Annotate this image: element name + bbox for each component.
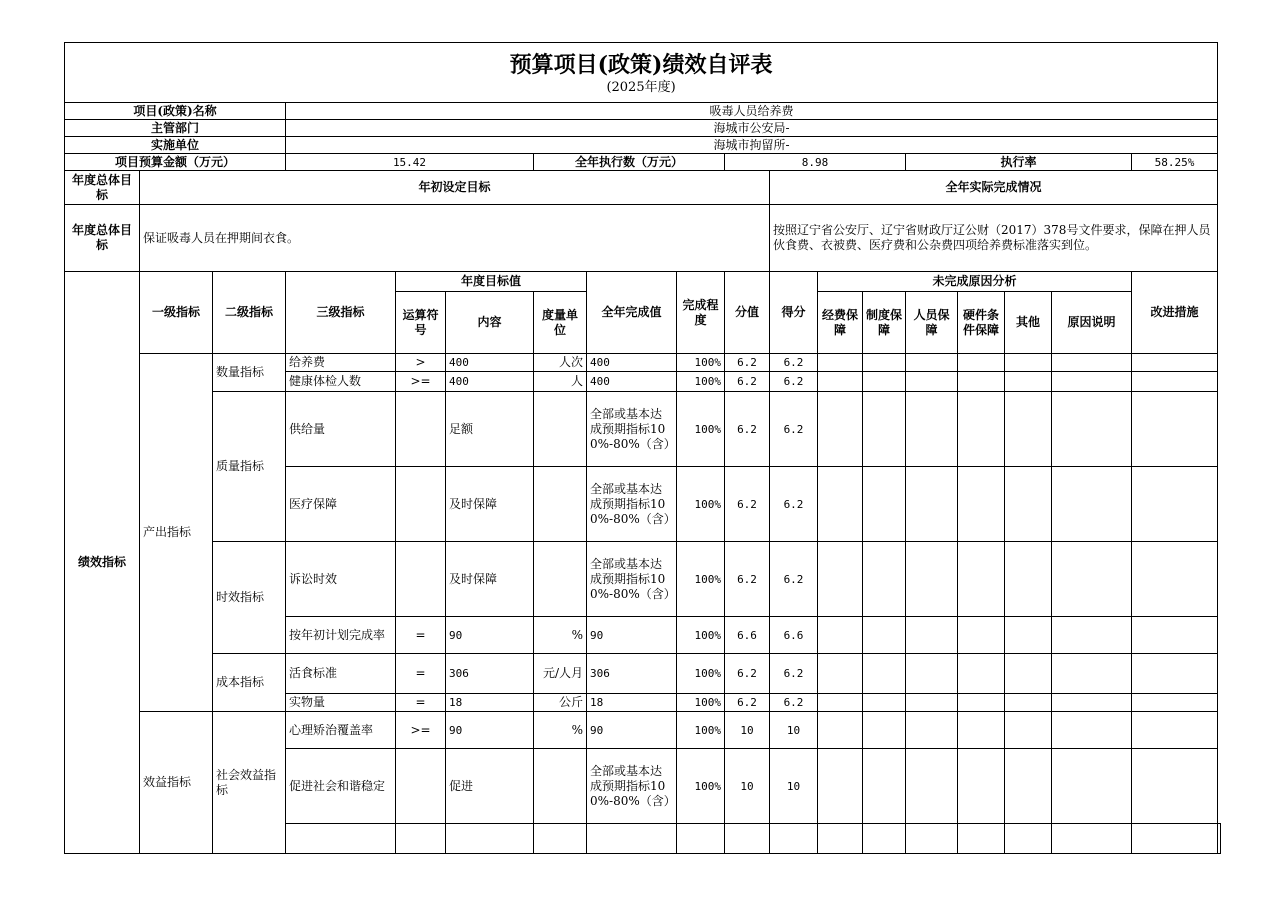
reason-funds-header: 经费保障 <box>818 292 863 354</box>
indicator-name: 心理矫治覆盖率 <box>286 712 396 749</box>
group-timeliness: 时效指标 <box>213 542 286 654</box>
indicator-content: 足额 <box>446 392 534 467</box>
indicator-op: > <box>396 354 446 372</box>
indicator-unit: 人 <box>534 372 587 392</box>
page-title: 预算项目(政策)绩效自评表 <box>509 51 773 78</box>
indicator-actual: 306 <box>587 654 677 694</box>
indicator-name: 医疗保障 <box>286 467 396 542</box>
indicator-op <box>396 392 446 467</box>
indicator-row <box>65 392 1221 467</box>
indicator-name: 供给量 <box>286 392 396 467</box>
indicator-unit <box>534 392 587 467</box>
level3-header: 三级指标 <box>286 272 396 354</box>
indicator-score: 6.2 <box>770 372 818 392</box>
indicator-op: = <box>396 617 446 654</box>
indicator-content: 及时保障 <box>446 542 534 617</box>
indicator-degree: 100% <box>677 712 725 749</box>
reason-other-header: 其他 <box>1005 292 1052 354</box>
rate-value: 58.25% <box>1132 154 1218 171</box>
indicator-score: 6.2 <box>770 654 818 694</box>
indicator-name: 实物量 <box>286 694 396 712</box>
indicator-value: 6.2 <box>725 542 770 617</box>
content-header: 内容 <box>446 292 534 354</box>
indicator-op: >= <box>396 712 446 749</box>
indicator-actual: 全部或基本达成预期指标100%-80%（含） <box>587 392 677 467</box>
indicator-row <box>65 542 1221 617</box>
score-header: 得分 <box>770 272 818 354</box>
rate-label: 执行率 <box>906 154 1132 171</box>
indicator-unit <box>534 749 587 824</box>
indicator-actual: 90 <box>587 617 677 654</box>
exec-label: 全年执行数（万元） <box>534 154 725 171</box>
actual-goal-label: 全年实际完成情况 <box>770 171 1218 205</box>
unit-label: 实施单位 <box>65 137 286 154</box>
indicator-score: 6.2 <box>770 694 818 712</box>
indicator-content: 及时保障 <box>446 467 534 542</box>
indicator-degree: 100% <box>677 354 725 372</box>
indicator-value: 6.2 <box>725 392 770 467</box>
budget-label: 项目预算金额（万元） <box>65 154 286 171</box>
indicator-degree: 100% <box>677 392 725 467</box>
indicator-degree: 100% <box>677 372 725 392</box>
indicator-op: = <box>396 694 446 712</box>
indicator-content: 90 <box>446 617 534 654</box>
indicator-score: 6.2 <box>770 392 818 467</box>
indicator-actual: 18 <box>587 694 677 712</box>
reason-staff-header: 人员保障 <box>906 292 958 354</box>
reason-desc-header: 原因说明 <box>1052 292 1132 354</box>
level2-header: 二级指标 <box>213 272 286 354</box>
indicator-op: = <box>396 654 446 694</box>
indicator-value: 10 <box>725 712 770 749</box>
indicator-content: 400 <box>446 354 534 372</box>
reason-system-header: 制度保障 <box>863 292 906 354</box>
reason-hardware-header: 硬件条件保障 <box>958 292 1005 354</box>
actual-header: 全年完成值 <box>587 272 677 354</box>
indicator-score: 6.2 <box>770 542 818 617</box>
group-benefit: 效益指标 <box>140 712 213 854</box>
indicator-name: 给养费 <box>286 354 396 372</box>
indicator-degree: 100% <box>677 694 725 712</box>
page-year: (2025年度) <box>606 79 676 95</box>
group-cost: 成本指标 <box>213 654 286 712</box>
indicator-row <box>65 654 1221 694</box>
performance-evaluation-sheet <box>64 42 1221 872</box>
indicator-value: 6.2 <box>725 694 770 712</box>
op-header: 运算符号 <box>396 292 446 354</box>
indicator-op <box>396 749 446 824</box>
degree-header: 完成程度 <box>677 272 725 354</box>
indicator-actual: 全部或基本达成预期指标100%-80%（含） <box>587 542 677 617</box>
indicator-name: 活食标准 <box>286 654 396 694</box>
indicator-value: 6.6 <box>725 617 770 654</box>
unit-header: 度量单位 <box>534 292 587 354</box>
indicator-value: 6.2 <box>725 467 770 542</box>
indicator-value: 6.2 <box>725 372 770 392</box>
dept-label: 主管部门 <box>65 120 286 137</box>
indicator-value: 6.2 <box>725 354 770 372</box>
indicator-score: 6.6 <box>770 617 818 654</box>
indicator-content: 400 <box>446 372 534 392</box>
indicator-op: >= <box>396 372 446 392</box>
indicator-actual: 全部或基本达成预期指标100%-80%（含） <box>587 467 677 542</box>
budget-value: 15.42 <box>286 154 534 171</box>
indicator-unit: 公斤 <box>534 694 587 712</box>
reason-group-header: 未完成原因分析 <box>818 272 1132 292</box>
target-group-header: 年度目标值 <box>396 272 587 292</box>
indicator-row <box>65 354 1221 372</box>
indicator-unit: % <box>534 712 587 749</box>
goals-header-label: 年度总体目标 <box>65 171 140 205</box>
indicator-actual: 400 <box>587 372 677 392</box>
indicator-name: 健康体检人数 <box>286 372 396 392</box>
indicator-content: 306 <box>446 654 534 694</box>
exec-value: 8.98 <box>725 154 906 171</box>
indicator-name: 促进社会和谐稳定 <box>286 749 396 824</box>
indicator-degree: 100% <box>677 749 725 824</box>
indicator-score: 10 <box>770 749 818 824</box>
indicator-unit: 人次 <box>534 354 587 372</box>
project-name: 吸毒人员给养费 <box>286 103 1218 120</box>
indicator-unit <box>534 467 587 542</box>
indicator-value: 10 <box>725 749 770 824</box>
indicator-unit <box>534 542 587 617</box>
level1-header: 一级指标 <box>140 272 213 354</box>
indicator-score: 6.2 <box>770 467 818 542</box>
indicator-degree: 100% <box>677 617 725 654</box>
indicator-actual: 全部或基本达成预期指标100%-80%（含） <box>587 749 677 824</box>
indicator-content: 促进 <box>446 749 534 824</box>
title-cell <box>65 43 1218 103</box>
group-quality: 质量指标 <box>213 392 286 542</box>
unit-value: 海城市拘留所- <box>286 137 1218 154</box>
indicator-op <box>396 542 446 617</box>
indicator-unit: % <box>534 617 587 654</box>
evaluation-table <box>64 42 1221 854</box>
actual-goal-text: 按照辽宁省公安厅、辽宁省财政厅辽公财（2017）378号文件要求，保障在押人员伙食费、衣被费、医疗费和公杂费四项给养费标准落实到位。 <box>770 205 1218 272</box>
indicator-value: 6.2 <box>725 654 770 694</box>
perf-indicator-label: 绩效指标 <box>65 272 140 854</box>
indicator-content: 18 <box>446 694 534 712</box>
indicator-degree: 100% <box>677 467 725 542</box>
initial-goal-text: 保证吸毒人员在押期间衣食。 <box>140 205 770 272</box>
indicator-content: 90 <box>446 712 534 749</box>
project-name-label: 项目(政策)名称 <box>65 103 286 120</box>
indicator-op <box>396 467 446 542</box>
improve-header: 改进措施 <box>1132 272 1218 354</box>
indicator-actual: 400 <box>587 354 677 372</box>
group-social: 社会效益指标 <box>213 712 286 854</box>
indicator-name: 按年初计划完成率 <box>286 617 396 654</box>
goals-row-label: 年度总体目标 <box>65 205 140 272</box>
group-output: 产出指标 <box>140 354 213 712</box>
initial-goal-label: 年初设定目标 <box>140 171 770 205</box>
indicator-degree: 100% <box>677 542 725 617</box>
indicator-name: 诉讼时效 <box>286 542 396 617</box>
dept-value: 海城市公安局- <box>286 120 1218 137</box>
indicator-degree: 100% <box>677 654 725 694</box>
indicator-actual: 90 <box>587 712 677 749</box>
indicator-unit: 元/人月 <box>534 654 587 694</box>
score-value-header: 分值 <box>725 272 770 354</box>
group-quantity: 数量指标 <box>213 354 286 392</box>
indicator-row <box>65 712 1221 749</box>
indicator-score: 10 <box>770 712 818 749</box>
indicator-score: 6.2 <box>770 354 818 372</box>
